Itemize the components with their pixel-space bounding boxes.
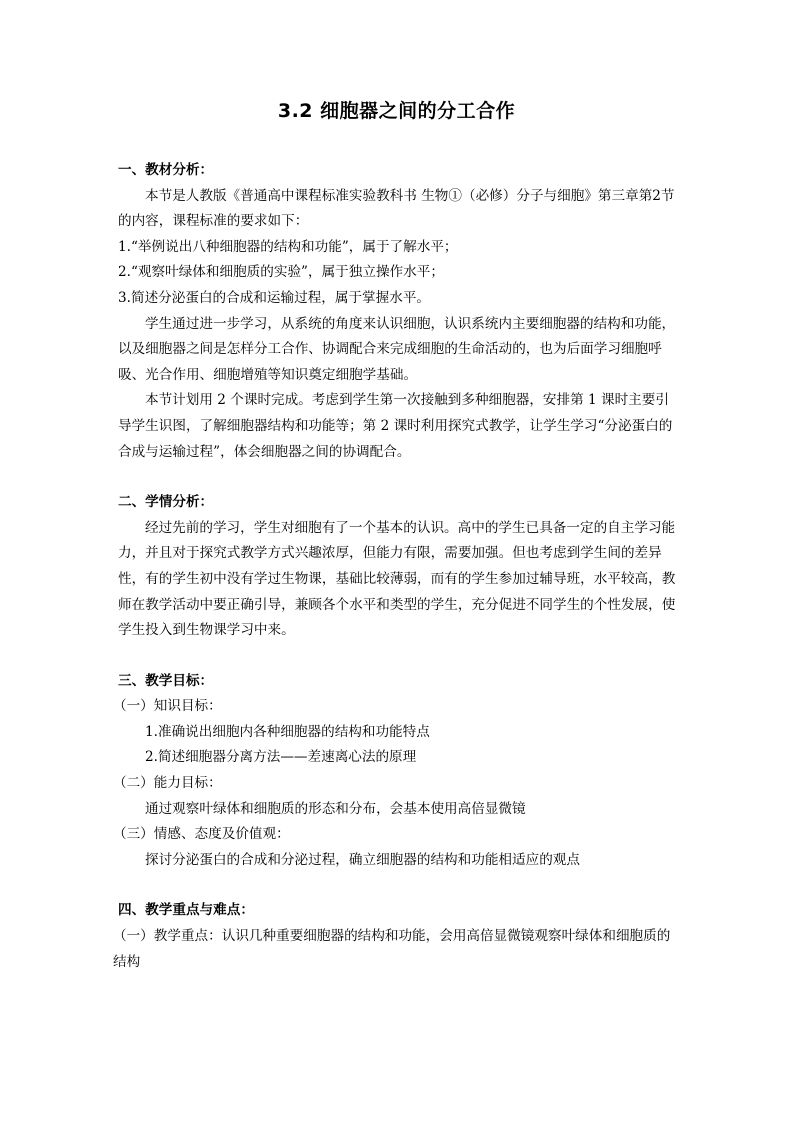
paragraph: 本节计划用 2 个课时完成。考虑到学生第一次接触到多种细胞器，安排第 1 课时主要引导学生识图，了解细胞器结构和功能等；第 2 课时利用探究式教学，让学生学习“分泌蛋白的合成与运输过程”，体会细胞器之间的协调配合。: [118, 392, 673, 460]
document-body: [113, 158, 678, 975]
list-item: 3.简述分泌蛋白的合成和运输过程，属于掌握水平。: [118, 289, 431, 306]
paragraph: 本节是人教版《普通高中课程标准实验教科书 生物①（必修）分子与细胞》第三章第2节的内容，课程标准的要求如下：: [118, 187, 675, 230]
paragraph: 通过观察叶绿体和细胞质的形态和分布，会基本使用高倍显微镜: [145, 800, 526, 817]
document-title: 3.2 细胞器之间的分工合作: [277, 100, 516, 122]
paragraph: 探讨分泌蛋白的合成和分泌过程，确立细胞器的结构和功能相适应的观点: [145, 851, 580, 868]
list-item: 2.“观察叶绿体和细胞质的实验”，属于独立操作水平；: [118, 264, 444, 281]
list-item: 1.准确说出细胞内各种细胞器的结构和功能特点: [145, 723, 430, 740]
section-heading-student-analysis: 二、学情分析：: [118, 494, 214, 511]
section-heading-key-points: 四、教学重点与难点：: [118, 902, 254, 919]
paragraph: 经过先前的学习，学生对细胞有了一个基本的认识。高中的学生已具备一定的自主学习能力，并且对于探究式教学方式兴趣浓厚，但能力有限，需要加强。但也考虑到学生间的差异性，有的学生初中没有学过生物课，基础比较薄弱，而有的学生参加过辅导班，水平较高，教师在教学活动中要正确引导，兼顾各个水平和类型的学生，充分促进不同学生的个性发展，使学生投入到生物课学习中来。: [118, 519, 676, 639]
paragraph: 学生通过进一步学习，从系统的角度来认识细胞，认识系统内主要细胞器的结构和功能，以及细胞器之间是怎样分工合作、协调配合来完成细胞的生命活动的，也为后面学习细胞呼吸、光合作用、细胞增殖等知识奠定细胞学基础。: [118, 315, 676, 383]
list-item: 2.简述细胞器分离方法——差速离心法的原理: [145, 749, 417, 766]
subsection-heading: （二）能力目标：: [113, 775, 222, 792]
section-heading-textbook-analysis: 一、教材分析：: [118, 162, 214, 178]
subsection-heading: （一）知识目标：: [113, 698, 222, 715]
paragraph: （一）教学重点：认识几种重要细胞器的结构和功能，会用高倍显微镜观察叶绿体和细胞质的结构: [113, 928, 671, 970]
subsection-heading: （三）情感、态度及价值观：: [113, 826, 290, 843]
section-heading-teaching-goals: 三、教学目标：: [118, 672, 214, 689]
list-item: 1.“举例说出八种细胞器的结构和功能”，属于了解水平；: [118, 238, 458, 255]
